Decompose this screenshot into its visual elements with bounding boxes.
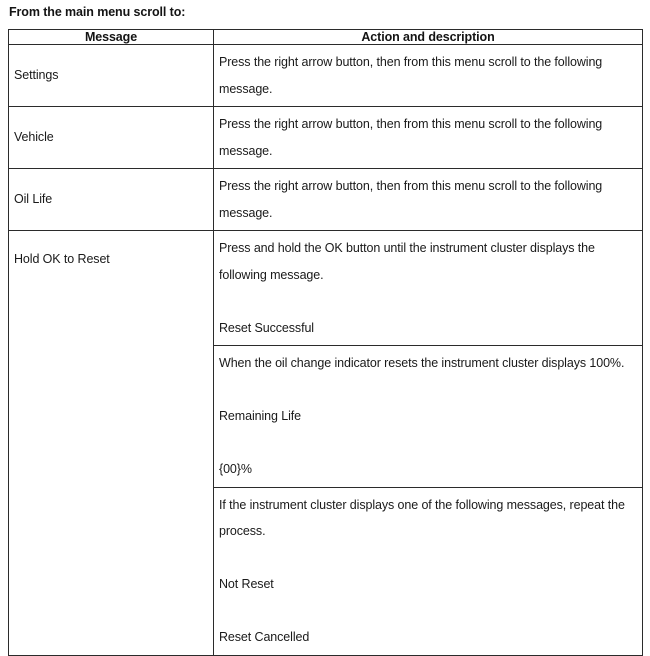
table-header-row bbox=[9, 30, 643, 45]
action-paragraph: If the instrument cluster displays one of the following messages, repeat the process. bbox=[219, 497, 625, 538]
cluster-display-value: {00}% bbox=[219, 462, 252, 476]
cluster-display-message: Not Reset bbox=[219, 577, 274, 591]
message-label-vehicle: Vehicle bbox=[14, 130, 54, 144]
action-body-hold-ok-sub-2 bbox=[214, 346, 642, 487]
table-row bbox=[9, 45, 643, 107]
cell-message-hold-ok-to-reset bbox=[9, 231, 214, 656]
table-body bbox=[9, 45, 643, 656]
cell-action-vehicle bbox=[214, 107, 643, 169]
action-paragraph: Press the right arrow button, then from this menu scroll to the following message. bbox=[219, 55, 603, 96]
action-body-hold-ok-sub-3 bbox=[214, 488, 642, 655]
procedure-table bbox=[8, 29, 643, 656]
action-paragraph: Press and hold the OK button until the instrument cluster displays the following message. bbox=[219, 241, 595, 282]
action-body-oil-life bbox=[214, 169, 642, 230]
cluster-display-message: Reset Successful bbox=[219, 320, 314, 335]
action-body-vehicle bbox=[214, 107, 642, 168]
action-paragraph: Press the right arrow button, then from this menu scroll to the following message. bbox=[219, 117, 603, 158]
cell-action-hold-ok-sub-1 bbox=[214, 231, 643, 346]
cell-action-hold-ok-sub-2 bbox=[214, 346, 643, 488]
cell-message-settings bbox=[9, 45, 214, 107]
cell-message-vehicle bbox=[9, 107, 214, 169]
action-body-hold-ok-sub-1 bbox=[214, 231, 642, 345]
cell-action-settings bbox=[214, 45, 643, 107]
column-header-action: Action and description bbox=[214, 30, 643, 45]
action-paragraph: When the oil change indicator resets the instrument cluster displays 100%. bbox=[219, 356, 625, 370]
message-label-hold-ok-to-reset: Hold OK to Reset bbox=[14, 252, 110, 266]
action-paragraph: Press the right arrow button, then from this menu scroll to the following message. bbox=[219, 179, 603, 220]
message-label-oil-life: Oil Life bbox=[14, 192, 53, 206]
message-label-settings: Settings bbox=[14, 68, 59, 82]
table-row bbox=[9, 231, 643, 346]
table-row bbox=[9, 107, 643, 169]
table-header bbox=[9, 30, 643, 45]
cell-action-hold-ok-sub-3 bbox=[214, 487, 643, 655]
cluster-display-value: Reset Cancelled bbox=[219, 630, 310, 644]
intro-heading: From the main menu scroll to: bbox=[9, 5, 186, 19]
cell-action-oil-life bbox=[214, 169, 643, 231]
action-body-settings bbox=[214, 45, 642, 106]
table-row bbox=[9, 169, 643, 231]
cluster-display-message: Remaining Life bbox=[219, 409, 301, 423]
cell-message-oil-life bbox=[9, 169, 214, 231]
column-header-message: Message bbox=[9, 30, 214, 45]
